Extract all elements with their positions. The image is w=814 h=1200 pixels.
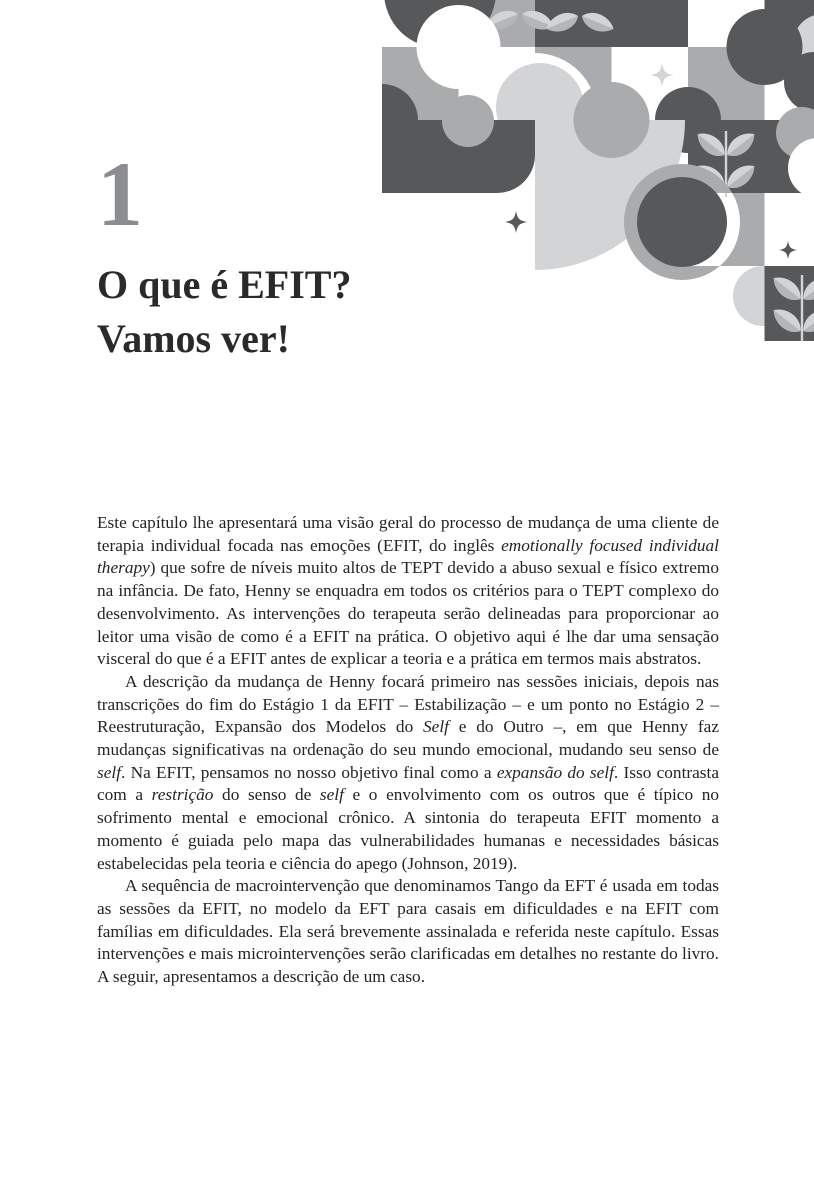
italic-text-run: Self xyxy=(423,717,449,737)
body-paragraph xyxy=(97,671,719,875)
text-run: . Na EFIT, pensamos no nosso objetivo final como a xyxy=(121,762,497,782)
decorative-geometric-pattern xyxy=(382,0,814,366)
sparkle-icon xyxy=(505,211,527,233)
body-paragraph xyxy=(97,875,719,989)
italic-text-run: self xyxy=(97,762,121,782)
sparkle-icon xyxy=(651,64,674,87)
text-run: Este capítulo lhe apresentará uma visão geral do processo de mudança de uma cliente de terapia individual focada nas emoções (EFIT, do inglês xyxy=(97,513,719,555)
chapter-title xyxy=(97,258,351,366)
text-run: e do Outro –, em que Henny faz mudanças significativas na ordenação do seu mundo emocional, mudando seu senso de xyxy=(97,717,719,760)
chapter-number: 1 xyxy=(97,143,143,245)
text-run: do senso de xyxy=(213,785,320,805)
sparkle-icon xyxy=(779,241,797,259)
italic-text-run: expansão do self xyxy=(496,762,614,782)
text-run: ) que sofre de níveis muito altos de TEPT devido a abuso sexual e físico extremo na infância. De fato, Henny se enquadra em todos os critérios para o TEPT complexo do desenvolvimento. As intervenções do terapeuta serão delineadas para proporcionar ao leitor uma visão de como é a EFIT na prática. O objetivo aqui é lhe dar uma sensação visceral do que é a EFIT antes de explicar a teoria e a prática em termos mais abstratos. xyxy=(97,558,719,669)
body-paragraph xyxy=(97,512,719,671)
circle-motif xyxy=(637,177,727,267)
chapter-title-line-2: Vamos ver! xyxy=(97,316,290,361)
text-run: . Isso contrasta com a xyxy=(97,762,719,805)
chapter-title-line-1: O que é EFIT? xyxy=(97,262,352,307)
text-run: A descrição da mudança de Henny focará primeiro nas sessões iniciais, depois nas transcrições do fim do Estágio 1 da EFIT – Estabilização – e um ponto no Estágio 2 – Reestruturação, Expansão dos Modelos do xyxy=(97,671,719,737)
quarter-circle-motif xyxy=(574,82,650,158)
italic-text-run: self xyxy=(319,785,344,805)
italic-text-run: emotionally focused individual therapy xyxy=(97,535,719,578)
body-text xyxy=(97,512,719,989)
text-run: e o envolvimento com os outros que é típico no sofrimento mental e emocional crônico. A sintonia do terapeuta EFIT momento a momento é guiada pelo mapa das vulnerabilidades humanas e necessidades básicas estabelecidas pela teoria e ciência do apego (Johnson, 2019). xyxy=(97,785,719,873)
text-run: A sequência de macrointervenção que denominamos Tango da EFT é usada em todas as sessões da EFIT, no modelo da EFT para casais em dificuldades e na EFIT com famílias em dificuldades. Ela será brevemente assinalada e referida neste capítulo. Essas intervenções e mais microintervenções serão clarificadas em detalhes no restante do livro. A seguir, apresentamos a descrição de um caso. xyxy=(97,876,719,987)
circle-motif xyxy=(442,95,494,147)
italic-text-run: restrição xyxy=(151,785,214,805)
